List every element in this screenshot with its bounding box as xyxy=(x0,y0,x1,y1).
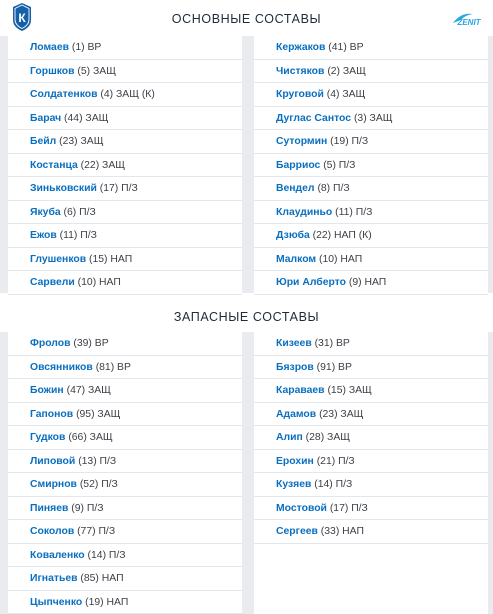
player-row xyxy=(8,271,242,295)
player-info: (81) ВР xyxy=(95,361,131,373)
home-starting-list xyxy=(8,36,242,293)
player-name-link[interactable]: Круговой xyxy=(276,89,324,100)
player-row xyxy=(254,60,488,84)
player-name-link[interactable]: Малком xyxy=(276,253,317,265)
player-row xyxy=(254,177,488,201)
player-name-link[interactable]: Бейл xyxy=(30,136,57,147)
player-row xyxy=(254,107,488,131)
player-name-link[interactable]: Дзюба xyxy=(276,230,310,241)
player-name-link[interactable]: Глушенков xyxy=(30,253,87,265)
player-info: (14) П/З xyxy=(314,479,353,490)
player-row xyxy=(254,83,488,107)
player-row xyxy=(254,332,488,356)
player-info: (10) НАП xyxy=(77,277,121,288)
player-info: (13) П/З xyxy=(78,455,117,467)
player-row xyxy=(8,497,242,521)
player-name-link[interactable]: Цыпченко xyxy=(30,596,83,608)
player-row xyxy=(8,248,242,272)
player-info: (41) ВР xyxy=(328,42,364,53)
player-row xyxy=(254,497,488,521)
player-info: (52) П/З xyxy=(79,479,118,490)
player-info: (15) ЗАЩ xyxy=(327,385,372,396)
player-name-link[interactable]: Коваленко xyxy=(30,549,85,561)
player-info: (33) НАП xyxy=(320,526,364,537)
player-name-link[interactable]: Караваев xyxy=(276,385,325,396)
player-name-link[interactable]: Якуба xyxy=(30,206,61,218)
player-name-link[interactable]: Бязров xyxy=(276,361,314,373)
player-info: (9) НАП xyxy=(348,277,387,288)
player-name-link[interactable]: Сергеев xyxy=(276,526,318,537)
player-name-link[interactable]: Кержаков xyxy=(276,42,326,53)
player-name-link[interactable]: Адамов xyxy=(276,408,317,420)
player-name-link[interactable]: Клаудиньо xyxy=(276,206,333,218)
player-info: (44) ЗАЩ xyxy=(64,112,109,124)
player-info: (22) НАП (К) xyxy=(312,230,372,241)
starting-lineups-title: ОСНОВНЫЕ СОСТАВЫ xyxy=(171,12,322,26)
player-info: (11) П/З xyxy=(335,206,373,218)
player-row xyxy=(254,154,488,178)
player-row xyxy=(8,332,242,356)
player-info: (19) НАП xyxy=(85,596,129,608)
player-name-link[interactable]: Ломаев xyxy=(30,42,69,53)
player-info: (17) П/З xyxy=(99,183,138,194)
player-row xyxy=(8,83,242,107)
player-info: (4) ЗАЩ xyxy=(326,89,366,100)
player-name-link[interactable]: Сарвели xyxy=(30,277,75,288)
player-info: (91) ВР xyxy=(316,361,352,373)
player-info: (85) НАП xyxy=(80,573,124,584)
player-name-link[interactable]: Соколов xyxy=(30,526,75,537)
player-info: (47) ЗАЩ xyxy=(66,385,111,396)
player-name-link[interactable]: Пиняев xyxy=(30,502,69,514)
player-row xyxy=(254,224,488,248)
starting-lineups-panel xyxy=(0,36,493,293)
player-row xyxy=(8,356,242,380)
player-row xyxy=(8,403,242,427)
player-info: (77) П/З xyxy=(77,526,116,537)
player-name-link[interactable]: Гапонов xyxy=(30,408,74,420)
player-row xyxy=(254,426,488,450)
player-info: (8) П/З xyxy=(317,183,350,194)
zenit-logo-icon xyxy=(451,10,487,28)
player-info: (28) ЗАЩ xyxy=(305,432,350,443)
player-name-link[interactable]: Дуглас Сантос xyxy=(276,112,352,124)
player-row xyxy=(254,130,488,154)
player-row xyxy=(254,248,488,272)
substitutes-panel xyxy=(0,332,493,614)
player-row xyxy=(8,520,242,544)
player-info: (14) П/З xyxy=(87,549,126,561)
player-name-link[interactable]: Мостовой xyxy=(276,502,327,514)
player-row xyxy=(254,473,488,497)
player-info: (2) ЗАЩ xyxy=(327,65,366,77)
player-name-link[interactable]: Зиньковский xyxy=(30,183,97,194)
player-name-link[interactable]: Костанца xyxy=(30,159,78,171)
starting-lineups-section xyxy=(0,0,493,288)
player-row xyxy=(254,356,488,380)
home-subs-list xyxy=(8,332,242,614)
player-row xyxy=(254,201,488,225)
player-info: (4) ЗАЩ (К) xyxy=(100,89,155,100)
player-name-link[interactable]: Алип xyxy=(276,432,303,443)
player-info: (5) П/З xyxy=(323,159,356,171)
player-row xyxy=(254,520,488,544)
crest-letter: К xyxy=(18,11,26,25)
player-info: (9) П/З xyxy=(71,502,104,514)
player-row xyxy=(254,271,488,295)
substitutes-header xyxy=(0,300,493,332)
player-name-link[interactable]: Ежов xyxy=(30,230,57,241)
player-info: (39) ВР xyxy=(73,338,109,349)
away-subs-list xyxy=(254,332,488,614)
player-name-link[interactable]: Гудков xyxy=(30,432,66,443)
player-info: (95) ЗАЩ xyxy=(76,408,121,420)
player-row xyxy=(8,567,242,591)
player-name-link[interactable]: Барриос xyxy=(276,159,321,171)
player-info: (17) П/З xyxy=(329,502,368,514)
player-row xyxy=(254,403,488,427)
player-info: (6) П/З xyxy=(63,206,96,218)
player-row xyxy=(254,379,488,403)
player-name-link[interactable]: Горшков xyxy=(30,65,75,77)
player-name-link[interactable]: Сутормин xyxy=(276,136,328,147)
player-name-link[interactable]: Вендел xyxy=(276,183,315,194)
player-name-link[interactable]: Барач xyxy=(30,112,62,124)
player-row xyxy=(8,60,242,84)
player-name-link[interactable]: Кизеев xyxy=(276,338,312,349)
player-info: (21) П/З xyxy=(316,455,355,467)
player-row xyxy=(8,130,242,154)
player-info: (11) П/З xyxy=(59,230,97,241)
player-info: (23) ЗАЩ xyxy=(319,408,364,420)
player-name-link[interactable]: Ерохин xyxy=(276,455,314,467)
player-row xyxy=(8,450,242,474)
player-name-link[interactable]: Юри Алберто xyxy=(276,277,347,288)
player-row xyxy=(254,36,488,60)
player-row xyxy=(8,36,242,60)
player-row xyxy=(8,177,242,201)
player-row xyxy=(8,591,242,614)
player-name-link[interactable]: Овсянников xyxy=(30,361,93,373)
player-name-link[interactable]: Божин xyxy=(30,385,64,396)
player-info: (3) ЗАЩ xyxy=(353,112,393,124)
player-row xyxy=(8,544,242,568)
player-row xyxy=(8,201,242,225)
player-info: (10) НАП xyxy=(319,253,363,265)
player-info: (15) НАП xyxy=(89,253,133,265)
player-row xyxy=(8,379,242,403)
player-row xyxy=(8,224,242,248)
player-name-link[interactable]: Фролов xyxy=(30,338,71,349)
away-starting-list xyxy=(254,36,488,293)
substitutes-section xyxy=(0,300,493,608)
player-name-link[interactable]: Липовой xyxy=(30,455,76,467)
player-info: (66) ЗАЩ xyxy=(68,432,113,443)
starting-lineups-header xyxy=(0,0,493,36)
player-name-link[interactable]: Кузяев xyxy=(276,479,312,490)
player-info: (1) ВР xyxy=(71,42,102,53)
player-info: (22) ЗАЩ xyxy=(80,159,125,171)
player-name-link[interactable]: Игнатьев xyxy=(30,573,78,584)
player-row xyxy=(8,107,242,131)
player-info: (19) П/З xyxy=(330,136,369,147)
player-name-link[interactable]: Солдатенков xyxy=(30,89,98,100)
player-name-link[interactable]: Смирнов xyxy=(30,479,77,490)
player-info: (31) ВР xyxy=(314,338,350,349)
player-name-link[interactable]: Чистяков xyxy=(276,65,325,77)
substitutes-title: ЗАПАСНЫЕ СОСТАВЫ xyxy=(173,310,320,324)
player-row xyxy=(8,426,242,450)
player-row xyxy=(254,450,488,474)
player-row xyxy=(8,154,242,178)
player-row xyxy=(8,473,242,497)
zenit-logo-text: ZENIT xyxy=(457,18,481,27)
player-info: (23) ЗАЩ xyxy=(59,136,104,147)
player-info: (5) ЗАЩ xyxy=(77,65,116,77)
